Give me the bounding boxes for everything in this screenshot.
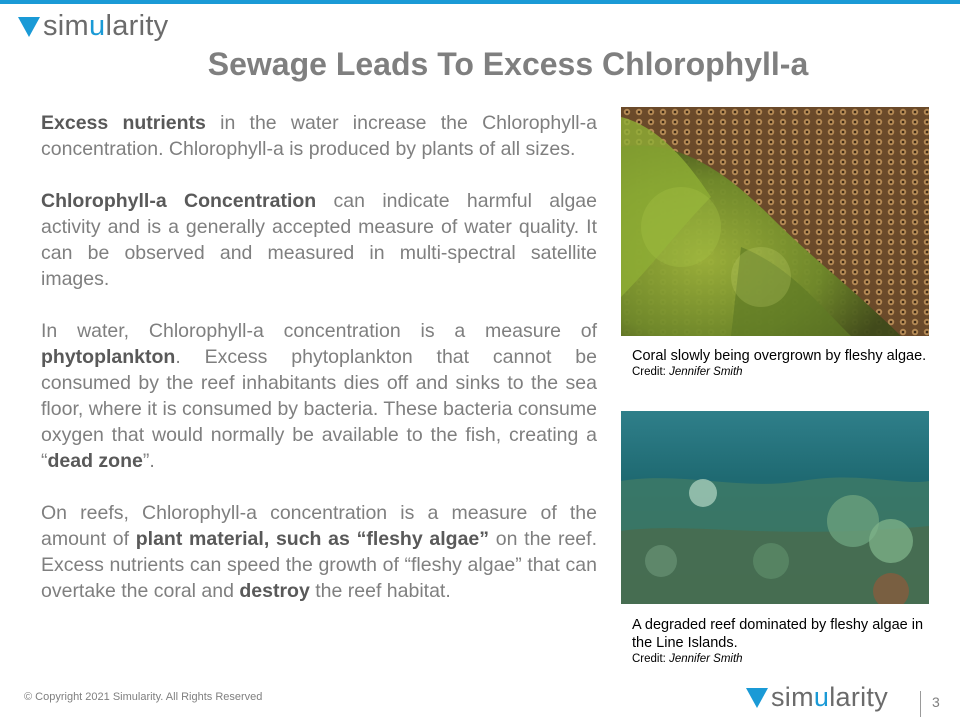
paragraph-reefs: On reefs, Chlorophyll-a concentration is a measure of the amount of plant material, such as “fleshy algae” on the reef. Excess nutrients can speed the growth of “fleshy algae” that can overtake the coral and destroy the reef habitat.: [41, 502, 597, 602]
logo-triangle-icon: [18, 17, 40, 37]
photo-credit: Credit: Jennifer Smith: [632, 366, 743, 378]
top-accent-bar: [0, 0, 960, 4]
logo-triangle-icon: [746, 688, 768, 708]
paragraph-nutrients: Excess nutrients in the water increase the Chlorophyll-a concentration. Chlorophyll-a is produced by plants of all sizes.: [41, 112, 597, 160]
paragraph-concentration: Chlorophyll-a Concentration can indicate harmful algae activity and is a generally accepted measure of water quality. It can be observed and measured in multi-spectral satellite images.: [41, 190, 597, 290]
footer-divider: [920, 691, 921, 717]
photo-credit: Credit: Jennifer Smith: [632, 653, 743, 665]
simularity-logo-top: [18, 12, 168, 41]
logo-wordmark: simularity: [43, 10, 169, 42]
paragraph-phytoplankton: In water, Chlorophyll-a concentration is a measure of phytoplankton. Excess phytoplankton that cannot be consumed by the reef inhabitants dies off and sinks to the sea floor, where it is consumed by bacteria. These bacteria consume oxygen that would normally be available to the fish, creating a “dead zone”.: [41, 320, 597, 472]
degraded-reef-photo: [621, 411, 929, 604]
logo-wordmark: simularity: [771, 682, 889, 712]
page-number: 3: [932, 694, 940, 710]
caption-text: A degraded reef dominated by fleshy algae in the Line Islands.: [632, 617, 924, 651]
slide-title: Sewage Leads To Excess Chlorophyll-a: [207, 46, 809, 82]
copyright-notice: © Copyright 2021 Simularity. All Rights Reserved: [24, 691, 263, 703]
coral-photo-icon: [621, 107, 929, 336]
reef-photo-icon: [621, 411, 929, 604]
caption-text: Coral slowly being overgrown by fleshy algae.: [632, 348, 927, 364]
coral-overgrown-photo: [621, 107, 929, 336]
simularity-logo-bottom: [746, 684, 888, 711]
caption-coral: [632, 347, 932, 379]
body-text: [41, 110, 597, 630]
caption-reef: [632, 616, 932, 666]
